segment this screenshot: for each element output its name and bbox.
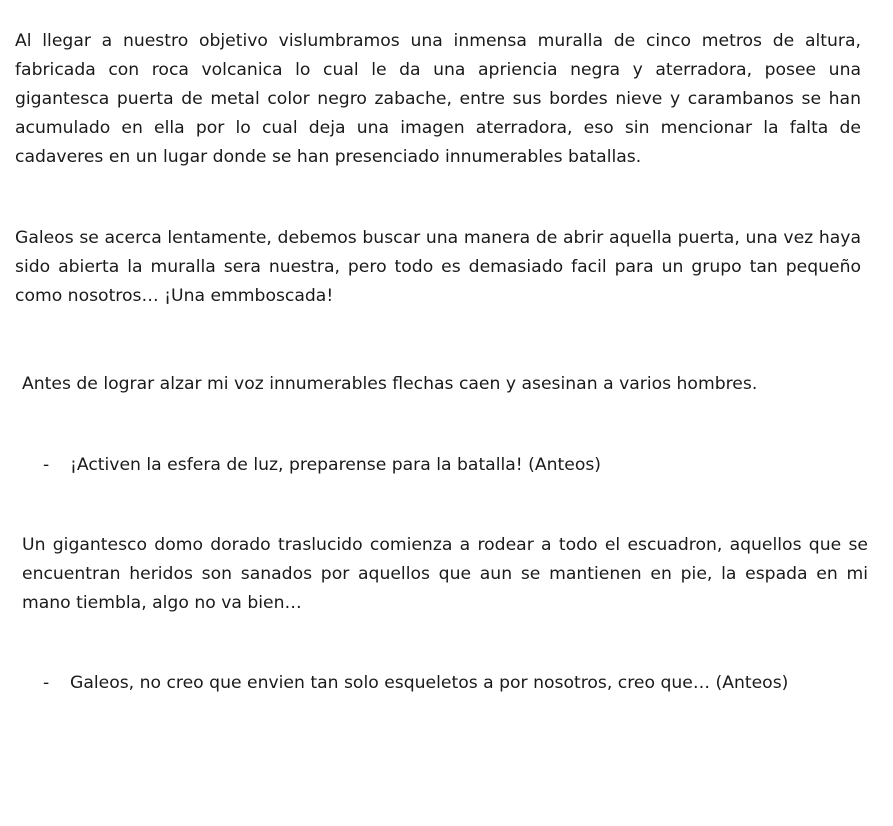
dialogue-text: ¡Activen la esfera de luz, preparense para la batalla! (Anteos): [70, 455, 601, 475]
dialogue-line-skeletons: [43, 669, 788, 698]
paragraph-golden-dome: Un gigantesco domo dorado traslucido comienza a rodear a todo el escuadron, aquellos que se encuentran heridos son sanados por aquellos que aun se mantienen en pie, la espada en mi mano tiembla, algo no va bien…: [22, 535, 868, 613]
paragraph-arrows: Antes de lograr alzar mi voz innumerables flechas caen y asesinan a varios hombres.: [22, 374, 758, 394]
dialogue-text: Galeos, no creo que envien tan solo esqueletos a por nosotros, creo que… (Anteos): [70, 673, 789, 693]
dialogue-dash: -: [43, 673, 50, 693]
dialogue-dash: -: [43, 455, 50, 475]
dialogue-line-light-sphere: [43, 451, 601, 480]
paragraph-arrival-wall: Al llegar a nuestro objetivo vislumbramos una inmensa muralla de cinco metros de altura, fabricada con roca volcanica lo cual le da una apriencia negra y aterradora, posee una gigantesca puerta de metal color negro zabache, entre sus bordes nieve y carambanos se han acumulado en ella por lo cual deja una imagen aterradora, eso sin mencionar la falta de cadaveres en un lugar donde se han presenciado innumerables batallas.: [15, 31, 861, 167]
paragraph-ambush: Galeos se acerca lentamente, debemos buscar una manera de abrir aquella puerta, una vez haya sido abierta la muralla sera nuestra, pero todo es demasiado facil para un grupo tan pequeño como nosotros… ¡Una emmboscada!: [15, 228, 861, 306]
